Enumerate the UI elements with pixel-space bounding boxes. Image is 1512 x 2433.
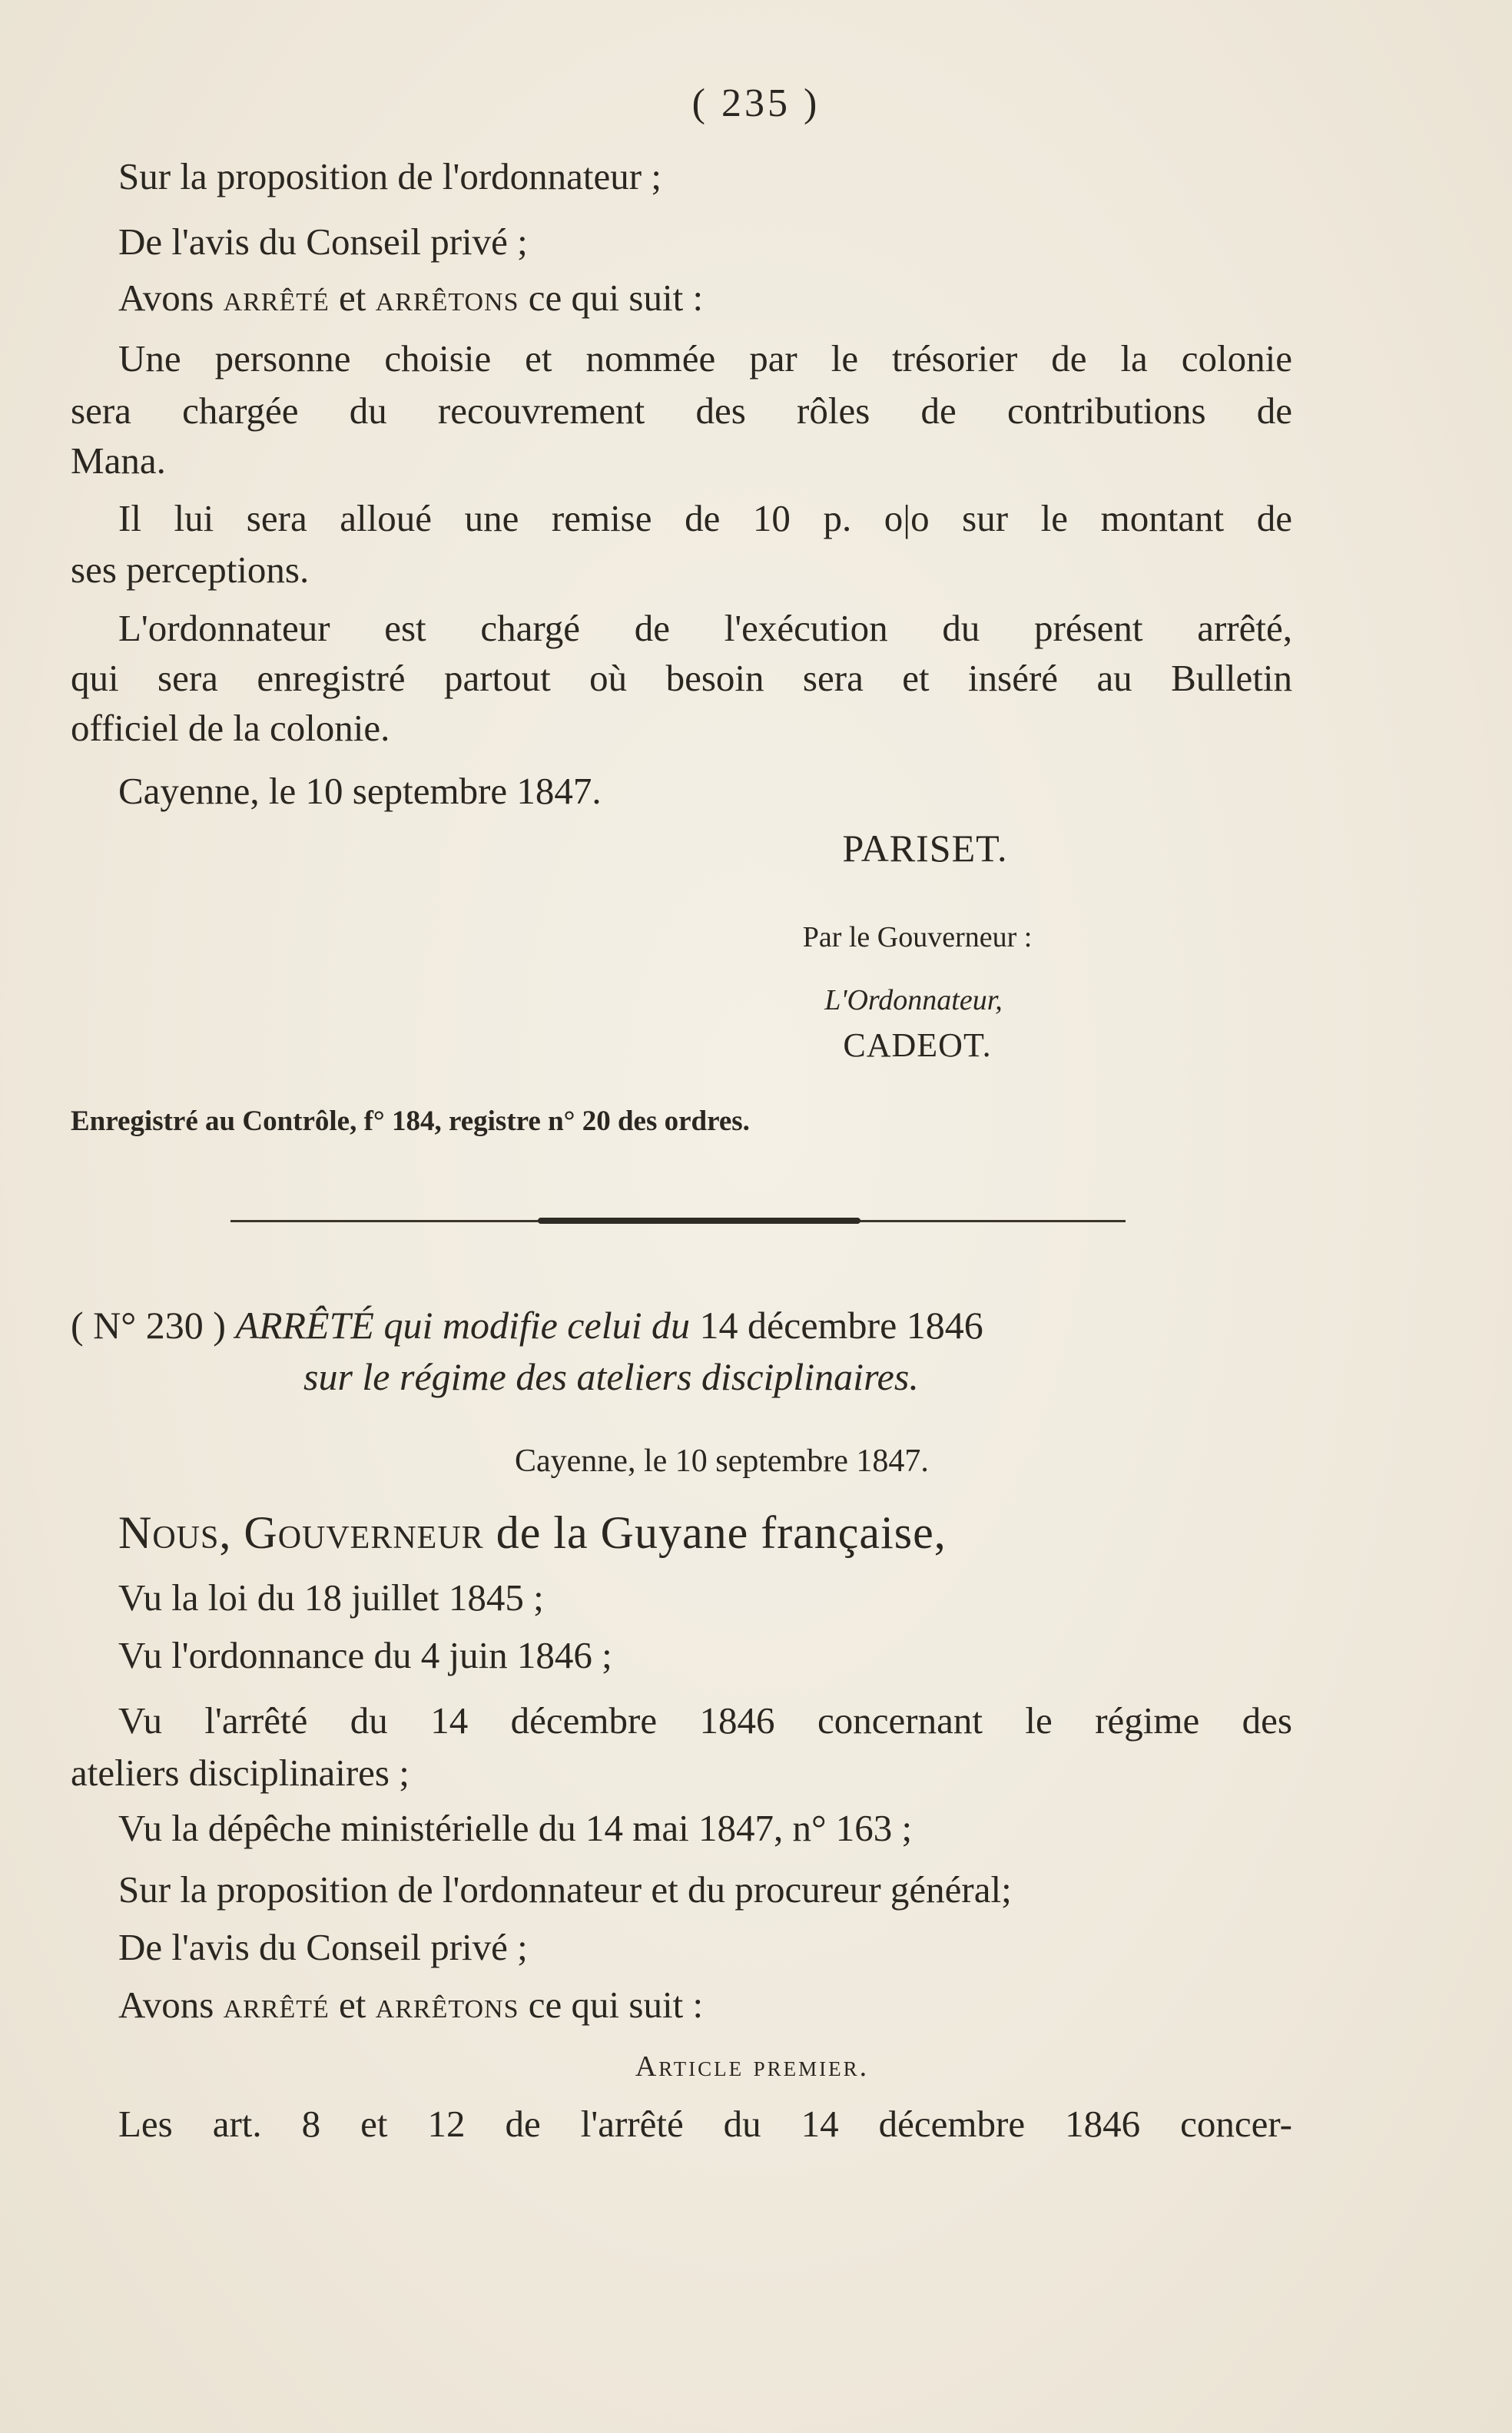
enacting-clause (118, 1982, 703, 2028)
signature-pariset: PARISET. (842, 827, 1008, 870)
text-line: Il lui sera alloué une remise de 10 p. o|o sur le montant de (118, 497, 1292, 539)
text-line: Sur la proposition de l'ordonnateur ; (118, 155, 662, 197)
decree-title-line-1 (71, 1302, 983, 1348)
text-line: Mana. (71, 439, 166, 482)
text-line: Une personne choisie et nommée par le trésorier de la colonie (118, 337, 1292, 380)
text-line: officiel de la colonie. (71, 707, 390, 749)
text-span: , (219, 1507, 244, 1558)
text-span: Avons (118, 277, 224, 319)
text-span: ce qui suit : (519, 1984, 704, 2026)
text-line: ses perceptions. (71, 549, 310, 591)
text-line: Vu la loi du 18 juillet 1845 ; (118, 1576, 544, 1619)
place-date: Cayenne, le 10 septembre 1847. (515, 1444, 929, 1479)
text-span: Avons (118, 1984, 224, 2026)
text-span: et (329, 1984, 376, 2026)
article-heading: Article premier. (635, 2050, 870, 2083)
decree-word: ARRÊTÉ (235, 1304, 374, 1347)
signature-cadeot: CADEOT. (843, 1026, 992, 1064)
text-line: ateliers disciplinaires ; (71, 1752, 410, 1794)
decree-reference-date: 14 décembre 1846 (699, 1304, 983, 1347)
text-span: qui modifie celui du (373, 1304, 700, 1347)
text-line: L'ordonnateur est chargé de l'exécution du présent arrêté, (118, 607, 1292, 649)
text-line: Les art. 8 et 12 de l'arrêté du 14 décembre 1846 concer- (118, 2103, 1292, 2145)
text-span: ce qui suit : (519, 277, 704, 319)
decree-title-line-2: sur le régime des ateliers disciplinaires. (303, 1355, 919, 1398)
text-line: De l'avis du Conseil privé ; (118, 1926, 528, 1968)
small-caps-word: arrêté (223, 1984, 330, 2026)
by-governor: Par le Gouverneur : (802, 921, 1033, 953)
small-caps-word: arrêtons (375, 277, 519, 319)
text-span: de la Guyane française, (483, 1507, 947, 1558)
date-line: Cayenne, le 10 septembre 1847. (118, 770, 602, 812)
text-span: et (329, 277, 376, 319)
enacting-clause (118, 275, 703, 321)
text-line: De l'avis du Conseil privé ; (118, 220, 528, 263)
text-line: qui sera enregistré partout où besoin sera et inséré au Bulletin (71, 657, 1292, 699)
section-divider-ornament (538, 1218, 860, 1224)
registration-note: Enregistré au Contrôle, f° 184, registre n° 20 des ordres. (71, 1105, 750, 1137)
text-line: Vu la dépêche ministérielle du 14 mai 1847, n° 163 ; (118, 1807, 913, 1849)
text-line: sera chargée du recouvrement des rôles de contributions de (71, 389, 1292, 432)
page-number: ( 235 ) (691, 81, 821, 125)
small-caps-word: Nous (118, 1507, 220, 1558)
text-line: Vu l'arrêté du 14 décembre 1846 concernant le régime des (118, 1699, 1292, 1742)
decree-number: ( N° 230 ) (71, 1304, 226, 1347)
text-line: Vu l'ordonnance du 4 juin 1846 ; (118, 1634, 612, 1676)
small-caps-word: arrêtons (375, 1984, 519, 2026)
small-caps-word: Gouverneur (244, 1507, 484, 1558)
text-line: Sur la proposition de l'ordonnateur et du procureur général; (118, 1868, 1012, 1911)
small-caps-word: arrêté (223, 277, 330, 319)
preamble (118, 1507, 947, 1558)
ordonnateur-title: L'Ordonnateur, (824, 984, 1003, 1016)
